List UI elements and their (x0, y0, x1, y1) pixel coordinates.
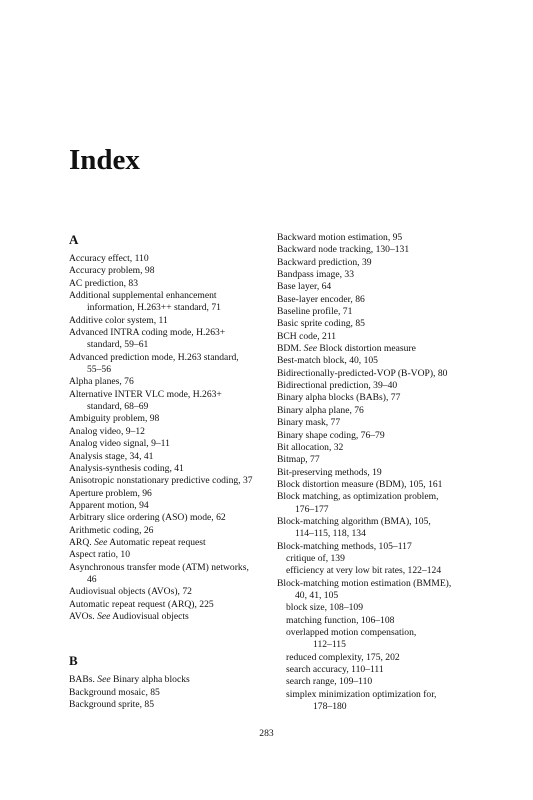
index-entry-text: standard, 59–61 (87, 339, 149, 351)
index-entry-text: Anisotropic nonstationary predictive coding, 37 (69, 475, 253, 487)
index-entry (277, 602, 497, 614)
page-number: 283 (259, 728, 274, 739)
see-reference-label: See (97, 610, 111, 622)
index-entry (69, 687, 274, 699)
index-entry (69, 512, 274, 524)
index-entry-text: Backward motion estimation, 95 (277, 232, 403, 243)
index-entry (277, 417, 497, 429)
index-entry (277, 244, 497, 256)
index-entry-text: 40, 41, 105 (295, 589, 339, 601)
index-entry (69, 315, 274, 327)
index-entry-text: search accuracy, 110–111 (286, 664, 384, 676)
index-entry-text: Background sprite, 85 (69, 699, 154, 710)
index-entry-text: Analog video signal, 9–11 (69, 438, 170, 450)
index-entry (69, 352, 274, 364)
index-entry-text: Accuracy problem, 98 (69, 265, 155, 277)
index-entry-text: Advanced prediction mode, H.263 standard, (69, 351, 239, 363)
index-entry (277, 516, 497, 528)
index-entry-text: information, H.263++ standard, 71 (87, 302, 221, 314)
index-entry (69, 500, 274, 512)
index-entry-text: Best-match block, 40, 105 (277, 355, 378, 367)
index-entry-text: Binary mask, 77 (277, 417, 341, 429)
index-entry-text: Additive color system, 11 (69, 314, 168, 326)
index-entry (277, 442, 497, 454)
index-entry-text: Additional supplemental enhancement (69, 290, 217, 302)
index-entry-text: Analysis-synthesis coding, 41 (69, 462, 184, 474)
index-entry-text: Automatic repeat request (ARQ), 225 (69, 598, 214, 610)
see-reference-target: Audiovisual objects (112, 610, 189, 622)
index-entry-text: 176–177 (295, 503, 329, 515)
index-entry-text: standard, 68–69 (87, 401, 149, 413)
index-entry (277, 467, 497, 479)
index-entry (277, 392, 497, 404)
index-entry-text: 114–115, 118, 134 (295, 528, 366, 540)
index-entry-text: Bidirectionally-predicted-VOP (B-VOP), 80 (277, 367, 448, 379)
index-entry-text: Accuracy effect, 110 (69, 253, 149, 264)
index-entry-text: Background mosaic, 85 (69, 686, 160, 698)
index-entry (277, 430, 497, 442)
index-entry (69, 278, 274, 290)
index-entry-text: block size, 108–109 (286, 602, 364, 614)
index-entry-text: Alpha planes, 76 (69, 376, 134, 388)
index-entry-text: Aperture problem, 96 (69, 487, 152, 499)
index-entry (277, 553, 497, 565)
index-entry-text: Apparent motion, 94 (69, 499, 149, 511)
index-entry (277, 318, 497, 330)
index-entry-text: Backward prediction, 39 (277, 256, 372, 268)
page-title: Index (69, 144, 140, 176)
index-entry (69, 364, 274, 376)
index-entry (69, 401, 274, 413)
index-entry (277, 504, 497, 516)
index-entry (69, 339, 274, 351)
index-entry-text: matching function, 106–108 (286, 614, 395, 626)
index-entry (69, 562, 274, 574)
index-entry-text: Bidirectional prediction, 39–40 (277, 380, 398, 392)
index-entry (277, 368, 497, 380)
index-entry (277, 331, 497, 343)
index-entry (277, 405, 497, 417)
index-entry-text: 112–115 (313, 639, 346, 651)
index-column-right (277, 232, 497, 713)
index-entry (69, 451, 274, 463)
index-entry (69, 463, 274, 475)
index-entry-text: Advanced INTRA coding mode, H.263+ (69, 327, 226, 339)
index-entry (69, 426, 274, 438)
index-entry (69, 611, 274, 623)
index-entry (69, 265, 274, 277)
index-entry-text: overlapped motion compensation, (286, 627, 417, 638)
index-entry (69, 674, 274, 686)
index-entry-text: Block-matching motion estimation (BMME), (277, 577, 452, 589)
see-reference-label: See (94, 536, 108, 548)
index-entry (277, 689, 497, 701)
index-entry-text: Audiovisual objects (AVOs), 72 (69, 586, 192, 598)
index-entry (277, 590, 497, 602)
index-entry-text: Bandpass image, 33 (277, 269, 355, 281)
index-entry-text: 46 (87, 573, 97, 585)
index-entry (277, 232, 497, 244)
index-entry-text: 178–180 (313, 701, 347, 713)
index-entry-text: Binary alpha blocks (BABs), 77 (277, 392, 401, 404)
index-entry (277, 676, 497, 688)
index-entry (69, 699, 274, 711)
index-entry-text: Binary shape coding, 76–79 (277, 429, 385, 441)
index-entry-text: ARQ. (69, 536, 92, 548)
see-reference-target: Automatic repeat request (109, 536, 206, 548)
index-entry (277, 652, 497, 664)
index-entry (277, 615, 497, 627)
index-entry (277, 343, 497, 355)
index-entry (277, 257, 497, 269)
index-entry (69, 438, 274, 450)
index-entry (277, 528, 497, 540)
index-entry-text: BDM. (277, 343, 302, 355)
index-entry (69, 475, 274, 487)
index-entry (69, 537, 274, 549)
index-entry (277, 578, 497, 590)
index-entry (277, 355, 497, 367)
index-entry (277, 541, 497, 553)
index-entry (69, 549, 274, 561)
index-entry-text: AVOs. (69, 610, 95, 622)
index-entry (69, 302, 274, 314)
index-entry (277, 380, 497, 392)
index-entry (277, 701, 497, 713)
index-entry-text: AC prediction, 83 (69, 277, 139, 289)
index-entry (69, 488, 274, 500)
see-reference-target: Binary alpha blocks (113, 674, 190, 686)
index-entry-text: Block-matching methods, 105–117 (277, 540, 412, 552)
index-entry-text: BABs. (69, 674, 95, 686)
index-entry-text: Base-layer encoder, 86 (277, 293, 365, 305)
index-entry-text: Basic sprite coding, 85 (277, 318, 365, 330)
index-entry-text: Base layer, 64 (277, 281, 332, 293)
index-entry-text: Arithmetic coding, 26 (69, 524, 154, 536)
index-entry (69, 586, 274, 598)
index-column-left (69, 232, 274, 711)
section-b-continued-entries (277, 232, 497, 713)
index-entry-text: reduced complexity, 175, 202 (286, 651, 400, 663)
index-entry-text: search range, 109–110 (286, 676, 373, 688)
index-entry (69, 290, 274, 302)
section-letter-a: A (69, 232, 79, 247)
index-entry-text: Bit-preserving methods, 19 (277, 466, 382, 478)
section-b-entries (69, 674, 274, 711)
index-entry (277, 491, 497, 503)
see-reference-label: See (97, 674, 111, 686)
index-entry (277, 627, 497, 639)
index-entry-text: Analog video, 9–12 (69, 425, 145, 437)
see-reference-label: See (303, 343, 317, 355)
index-entry (277, 479, 497, 491)
index-entry (69, 525, 274, 537)
index-entry (69, 599, 274, 611)
index-entry-text: Asynchronous transfer mode (ATM) networks, (69, 561, 249, 573)
index-entry-text: BCH code, 211 (277, 330, 337, 342)
see-reference-target: Block distortion measure (319, 343, 416, 355)
index-entry (69, 389, 274, 401)
index-entry-text: Block-matching algorithm (BMA), 105, (277, 515, 431, 527)
index-entry-text: Alternative INTER VLC mode, H.263+ (69, 388, 222, 400)
index-entry (277, 664, 497, 676)
index-entry-text: Analysis stage, 34, 41 (69, 450, 154, 462)
index-entry (69, 376, 274, 388)
index-entry-text: Block matching, as optimization problem, (277, 491, 439, 503)
index-entry-text: Backward node tracking, 130–131 (277, 244, 410, 256)
index-entry-text: efficiency at very low bit rates, 122–124 (286, 565, 442, 577)
index-entry (69, 574, 274, 586)
index-entry (277, 454, 497, 466)
section-letter-b: B (69, 653, 78, 669)
index-entry (69, 413, 274, 425)
index-entry-text: Arbitrary slice ordering (ASO) mode, 62 (69, 512, 226, 524)
index-entry (69, 253, 274, 265)
index-entry (277, 565, 497, 577)
index-entry-text: Bit allocation, 32 (277, 441, 344, 453)
index-entry-text: Block distortion measure (BDM), 105, 161 (277, 478, 443, 490)
index-entry (277, 639, 497, 651)
index-entry-text: Ambiguity problem, 98 (69, 413, 160, 425)
index-entry (69, 327, 274, 339)
index-entry (277, 294, 497, 306)
index-entry-text: Bitmap, 77 (277, 454, 320, 466)
index-entry-text: simplex minimization optimization for, (286, 688, 437, 700)
index-entry (277, 281, 497, 293)
index-entry-text: critique of, 139 (286, 552, 345, 564)
index-entry-text: Baseline profile, 71 (277, 306, 353, 318)
index-entry-text: 55–56 (87, 364, 111, 376)
index-entry (277, 306, 497, 318)
index-entry-text: Aspect ratio, 10 (69, 549, 131, 561)
section-a-entries (69, 253, 274, 623)
index-entry (277, 269, 497, 281)
index-entry-text: Binary alpha plane, 76 (277, 404, 364, 416)
